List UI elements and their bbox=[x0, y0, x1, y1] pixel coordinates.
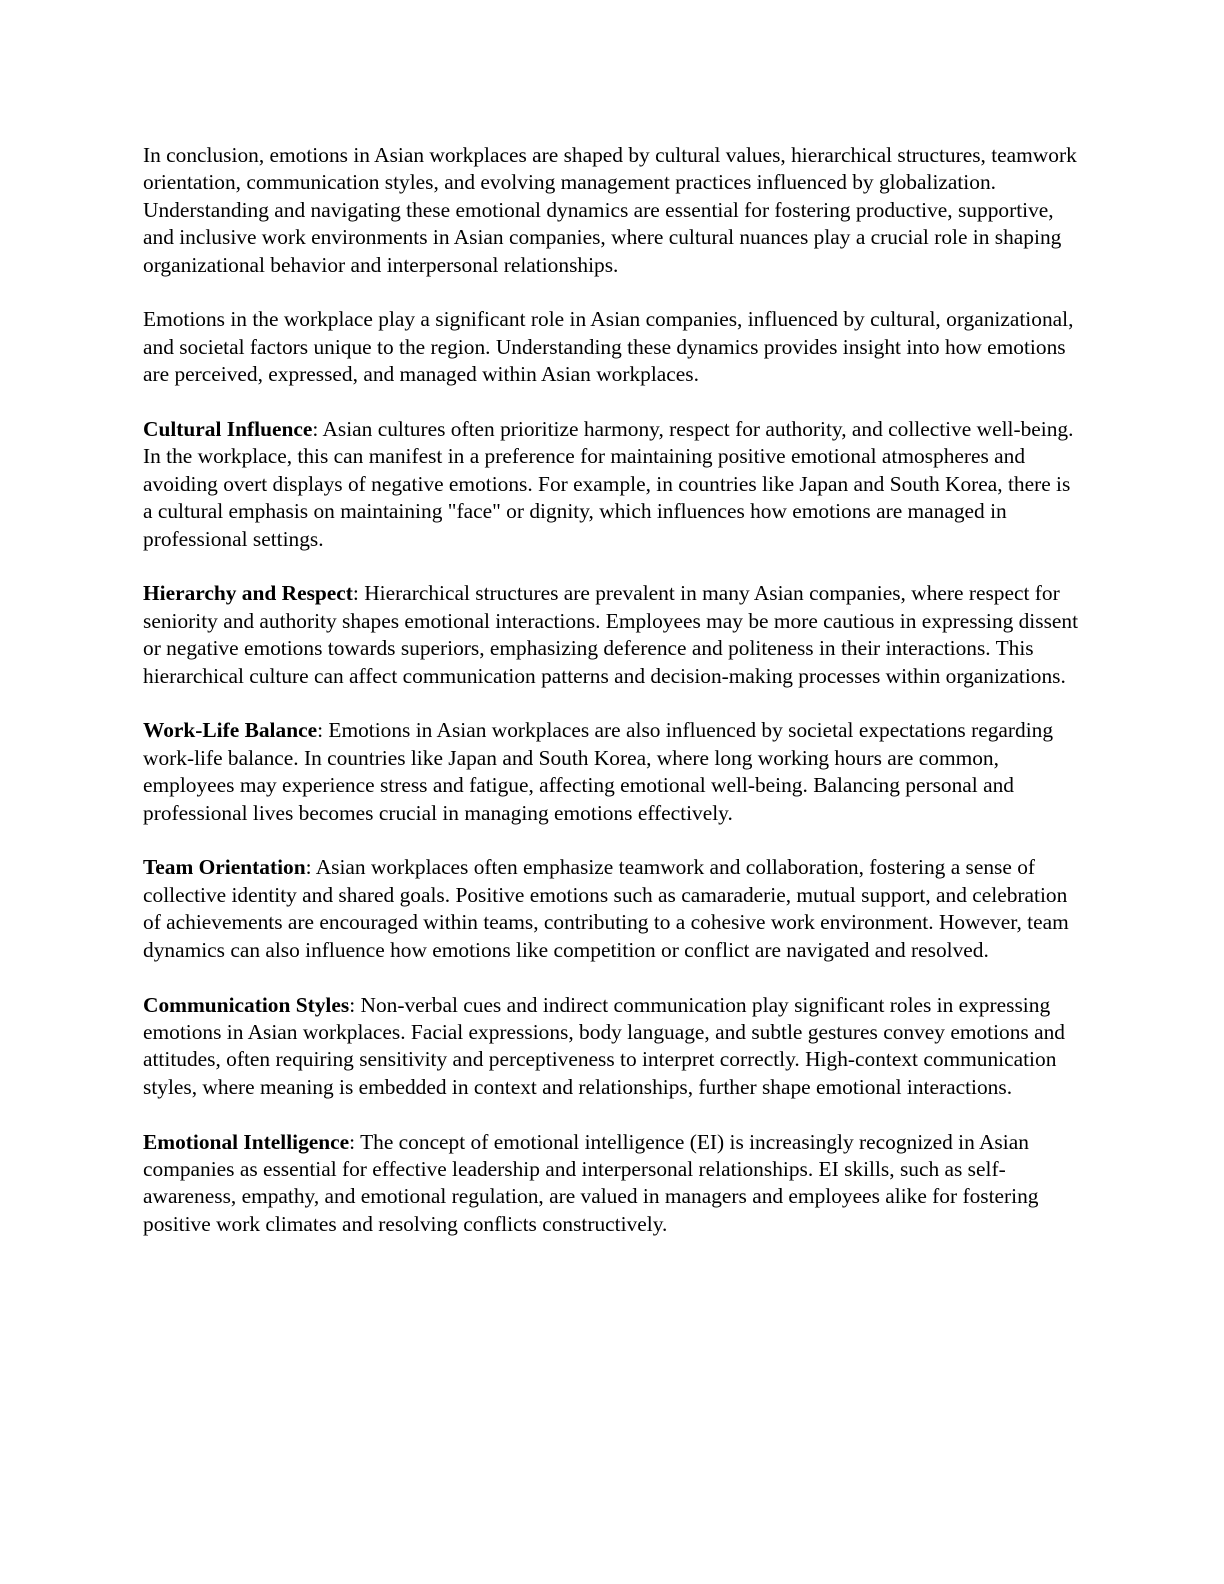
section-heading: Team Orientation bbox=[143, 855, 306, 880]
paragraph-text: In conclusion, emotions in Asian workplaces are shaped by cultural values, hierarchical structures, teamwork orientation, communication styles, and evolving management practices influenced by globalization. Understanding and navigating these emotional dynamics are essential for fostering productive, supportive, and inclusive work environments in Asian companies, where cultural nuances play a crucial role in shaping organizational behavior and interpersonal relationships. bbox=[143, 143, 1077, 277]
paragraph-team-orientation bbox=[143, 854, 1079, 964]
paragraph-text: : Asian cultures often prioritize harmony, respect for authority, and collective well-being. In the workplace, this can manifest in a preference for maintaining positive emotional atmospheres and avoiding overt displays of negative emotions. For example, in countries like Japan and South Korea, there is a cultural emphasis on maintaining "face" or dignity, which influences how emotions are managed in professional settings. bbox=[143, 417, 1074, 551]
paragraph-text: : Emotions in Asian workplaces are also influenced by societal expectations regarding work-life balance. In countries like Japan and South Korea, where long working hours are common, employees may experience stress and fatigue, affecting emotional well-being. Balancing personal and professional lives becomes crucial in managing emotions effectively. bbox=[143, 718, 1054, 825]
section-heading: Work-Life Balance bbox=[143, 718, 318, 743]
paragraph-communication-styles bbox=[143, 992, 1079, 1102]
paragraph-introduction bbox=[143, 306, 1079, 388]
paragraph-text: : Asian workplaces often emphasize teamwork and collaboration, fostering a sense of collective identity and shared goals. Positive emotions such as camaraderie, mutual support, and celebration of achievements are encouraged within teams, contributing to a cohesive work environment. However, team dynamics can also influence how emotions like competition or conflict are navigated and resolved. bbox=[143, 855, 1069, 962]
paragraph-text: : The concept of emotional intelligence (EI) is increasingly recognized in Asian companies as essential for effective leadership and interpersonal relationships. EI skills, such as self-awareness, empathy, and emotional regulation, are valued in managers and employees alike for fostering positive work climates and resolving conflicts constructively. bbox=[143, 1129, 1039, 1236]
paragraph-hierarchy-respect bbox=[143, 580, 1079, 690]
section-heading: Communication Styles bbox=[143, 992, 350, 1017]
paragraph-conclusion bbox=[143, 142, 1079, 279]
paragraph-text: : Non-verbal cues and indirect communication play significant roles in expressing emotions in Asian workplaces. Facial expressions, body language, and subtle gestures convey emotions and attitudes, often requiring sensitivity and perceptiveness to interpret correctly. High-context communication styles, where meaning is embedded in context and relationships, further shape emotional interactions. bbox=[143, 992, 1065, 1099]
paragraph-work-life-balance bbox=[143, 717, 1079, 827]
section-heading: Hierarchy and Respect bbox=[143, 581, 353, 606]
paragraph-text: Emotions in the workplace play a significant role in Asian companies, influenced by cultural, organizational, and societal factors unique to the region. Understanding these dynamics provides insight into how emotions are perceived, expressed, and managed within Asian workplaces. bbox=[143, 307, 1074, 387]
paragraph-text: : Hierarchical structures are prevalent in many Asian companies, where respect for seniority and authority shapes emotional interactions. Employees may be more cautious in expressing dissent or negative emotions towards superiors, emphasizing deference and politeness in their interactions. This hierarchical culture can affect communication patterns and decision-making processes within organizations. bbox=[143, 581, 1079, 688]
document-page bbox=[143, 142, 1079, 1266]
section-heading: Emotional Intelligence bbox=[143, 1129, 350, 1154]
paragraph-emotional-intelligence bbox=[143, 1129, 1079, 1239]
paragraph-cultural-influence bbox=[143, 416, 1079, 553]
section-heading: Cultural Influence bbox=[143, 417, 313, 442]
